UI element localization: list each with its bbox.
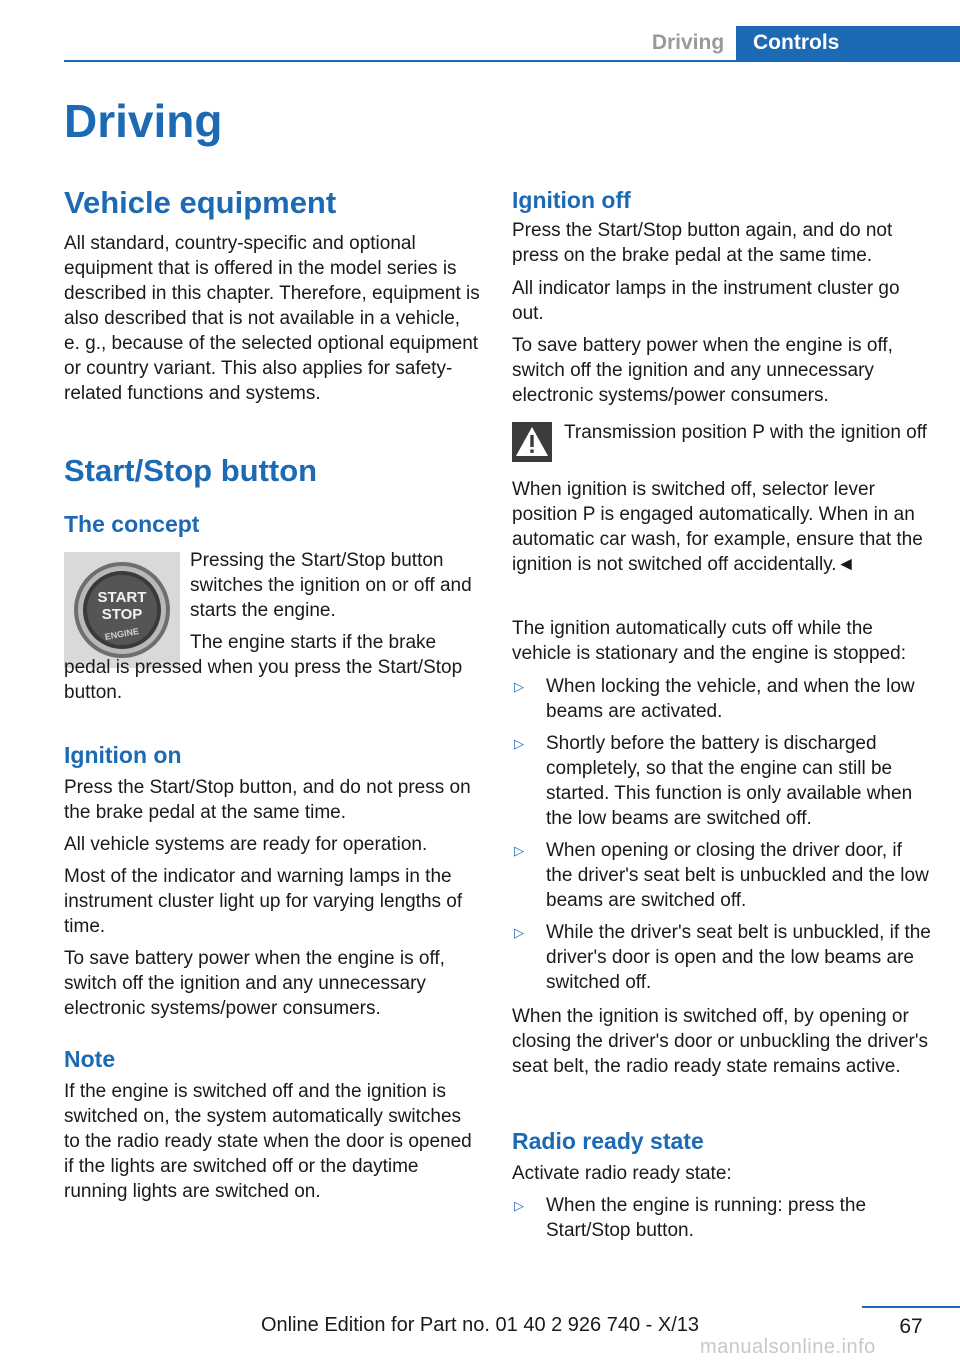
ignition-off-text-2: All indicator lamps in the instrument cluster go out. <box>512 278 900 324</box>
heading-ignition-off: Ignition off <box>512 187 631 213</box>
heading-the-concept: The concept <box>64 511 200 537</box>
heading-vehicle-equipment: Vehicle equipment <box>64 185 337 220</box>
radio-ready-list <box>512 1193 932 1250</box>
ignition-off-text-1: Press the Start/Stop button again, and do not press on the brake pedal at the same time. <box>512 220 893 266</box>
heading-ignition-on: Ignition on <box>64 742 182 768</box>
page-title: Driving <box>64 95 223 147</box>
list-item: ▷ When the engine is running: press the Start/Stop button. <box>514 1195 867 1241</box>
ignition-on-text-2: All vehicle systems are ready for operation. <box>64 834 428 855</box>
watermark: manualsonline.info <box>700 1336 876 1358</box>
auto-cutoff-list <box>512 674 932 1002</box>
header-rule <box>64 60 960 62</box>
concept-text-1: Pressing the Start/Stop button switches the ignition on or off and starts the engine. <box>190 550 472 621</box>
list-item: ▷ Shortly before the battery is discharged completely, so that the engine can still be started. This function is only available when the low beams are switched off. <box>514 733 913 829</box>
ignition-off-text-4: The ignition automatically cuts off while the vehicle is stationary and the engine is stopped: <box>512 618 906 664</box>
triangle-bullet-icon: ▷ <box>514 1198 524 1213</box>
triangle-bullet-icon: ▷ <box>514 736 524 751</box>
triangle-bullet-icon: ▷ <box>514 679 524 694</box>
list-item: ▷ When locking the vehicle, and when the low beams are activated. <box>514 676 915 722</box>
note-text: If the engine is switched off and the ignition is switched on, the system automatically switches to the radio ready state when the door is opened if the lights are switched off or the daytime running lights are switched on. <box>64 1081 472 1202</box>
radio-ready-text: Activate radio ready state: <box>512 1163 732 1184</box>
ignition-on-text-3: Most of the indicator and warning lamps in the instrument cluster light up for varying lengths of time. <box>64 866 463 937</box>
svg-text:START: START <box>97 589 147 606</box>
warning-icon <box>512 422 552 469</box>
svg-text:STOP: STOP <box>101 606 143 623</box>
heading-start-stop: Start/Stop button <box>64 453 318 488</box>
svg-text:ENGINE: ENGINE <box>103 626 140 642</box>
warning-text: When ignition is switched off, selector lever position P is engaged automatically. When in an automatic car wash, for example, ensure that the ignition is not switched off accidentally.◄ <box>512 479 923 575</box>
ignition-off-text-3: To save battery power when the engine is off, switch off the ignition and any unnecessary electronic systems/power consumers. <box>512 335 893 406</box>
concept-text-2: The engine starts if the brake pedal is pressed when you press the Start/Stop button. <box>64 632 463 703</box>
heading-note: Note <box>64 1046 116 1072</box>
warning-title: Transmission position P with the ignition off <box>564 422 927 443</box>
footer-rule <box>862 1306 960 1308</box>
vehicle-equipment-text: All standard, country-specific and optional equipment that is offered in the model series is described in this chapter. Therefore, equipment is also described that is not available in a vehicle, e. g., because of the selected optional equipment or country variant. This also applies for safety-related functions and systems. <box>64 233 480 404</box>
ignition-on-text-1: Press the Start/Stop button, and do not press on the brake pedal at the same time. <box>64 777 471 823</box>
list-item: ▷ While the driver's seat belt is unbuckled, if the driver's door is open and the low beams are switched off. <box>514 922 931 993</box>
list-item: ▷ When opening or closing the driver door, if the driver's seat belt is unbuckled and the low beams are switched off. <box>514 840 929 911</box>
triangle-bullet-icon: ▷ <box>514 925 524 940</box>
header-section-label: Driving <box>651 31 725 54</box>
page-number: 67 <box>899 1315 923 1338</box>
footer-edition: Online Edition for Part no. 01 40 2 926 740 - X/13 <box>260 1314 700 1336</box>
ignition-on-text-4: To save battery power when the engine is off, switch off the ignition and any unnecessary electronic systems/power consumers. <box>64 948 445 1019</box>
heading-radio-ready-state: Radio ready state <box>512 1128 704 1154</box>
header-tab-controls: Controls <box>736 26 960 62</box>
ignition-off-text-5: When the ignition is switched off, by opening or closing the driver's door or unbuckling the driver's seat belt, the radio ready state remains active. <box>512 1006 928 1077</box>
triangle-bullet-icon: ▷ <box>514 843 524 858</box>
